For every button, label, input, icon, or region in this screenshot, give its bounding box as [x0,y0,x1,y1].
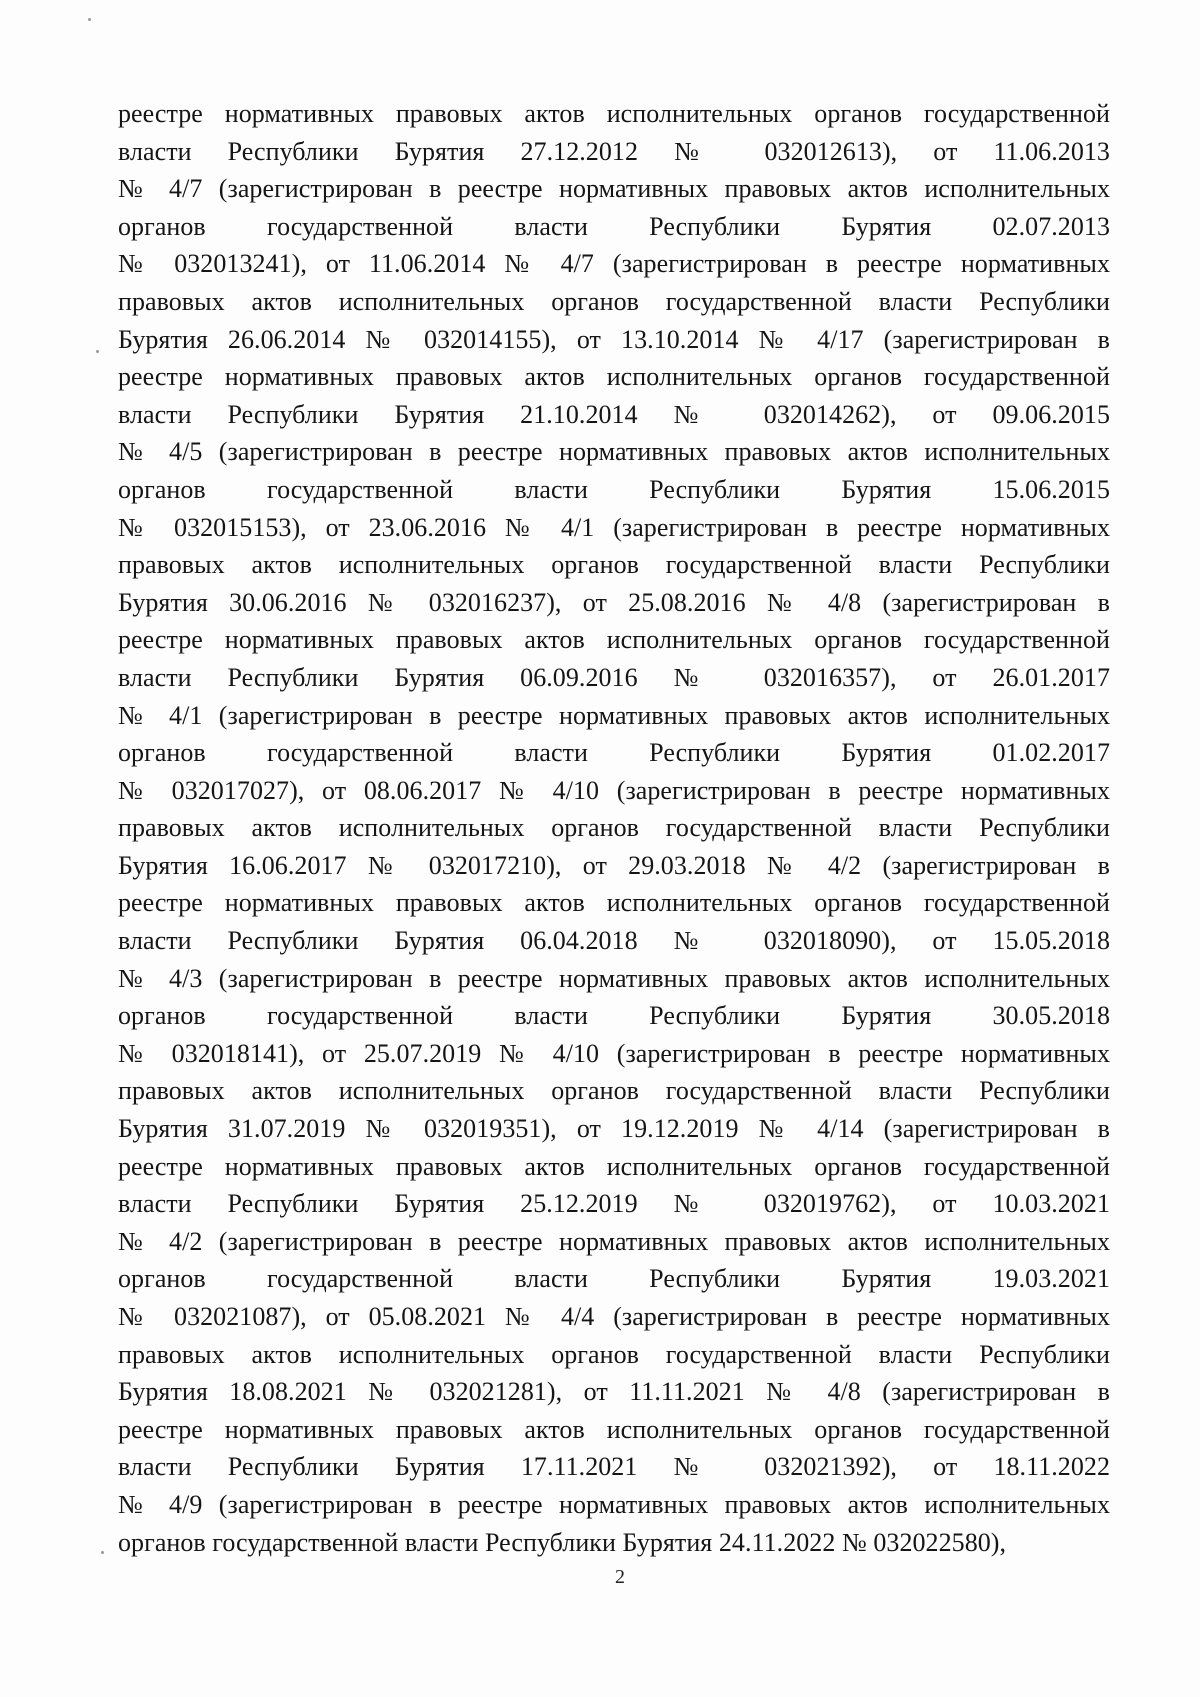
text-line: № 4/7 (зарегистрирован в реестре нормативных правовых актов исполнительных [118,174,1110,204]
text-line: правовых актов исполнительных органов государственной власти Республики [118,1339,1110,1369]
text-line: Бурятия 16.06.2017 № 032017210), от 29.03.2018 № 4/2 (зарегистрирован в [118,850,1110,880]
text-line: органов государственной власти Республики Бурятия 24.11.2022 № 032022580), [118,1527,1007,1557]
text-line: № 4/1 (зарегистрирован в реестре нормативных правовых актов исполнительных [118,700,1110,730]
text-line: органов государственной власти Республики Бурятия 02.07.2013 [118,211,1110,241]
text-line: Бурятия 26.06.2014 № 032014155), от 13.10.2014 № 4/17 (зарегистрирован в [118,324,1110,354]
document-body [118,95,1110,1561]
text-line: № 032013241), от 11.06.2014 № 4/7 (зарегистрирован в реестре нормативных [118,249,1110,279]
page-number: 2 [615,1566,625,1588]
text-line: власти Республики Бурятия 06.09.2016 № 032016357), от 26.01.2017 [118,662,1110,692]
text-line: правовых актов исполнительных органов государственной власти Республики [118,286,1110,316]
scan-speck [88,18,91,21]
text-line: реестре нормативных правовых актов исполнительных органов государственной [118,1414,1110,1444]
text-line: № 032017027), от 08.06.2017 № 4/10 (зарегистрирован в реестре нормативных [118,775,1110,805]
text-line: правовых актов исполнительных органов государственной власти Республики [118,1076,1110,1106]
text-line: власти Республики Бурятия 21.10.2014 № 032014262), от 09.06.2015 [118,399,1110,429]
text-line: реестре нормативных правовых актов исполнительных органов государственной [118,362,1110,392]
text-line: органов государственной власти Республики Бурятия 30.05.2018 [118,1001,1110,1031]
text-line: правовых актов исполнительных органов государственной власти Республики [118,550,1110,580]
text-line: органов государственной власти Республики Бурятия 01.02.2017 [118,738,1110,768]
text-line: № 4/9 (зарегистрирован в реестре нормативных правовых актов исполнительных [118,1489,1110,1519]
text-line: № 032015153), от 23.06.2016 № 4/1 (зарегистрирован в реестре нормативных [118,512,1110,542]
text-line: органов государственной власти Республики Бурятия 15.06.2015 [118,474,1110,504]
text-line: № 032018141), от 25.07.2019 № 4/10 (зарегистрирован в реестре нормативных [118,1038,1110,1068]
text-line: власти Республики Бурятия 27.12.2012 № 032012613), от 11.06.2013 [118,136,1110,166]
text-line: Бурятия 30.06.2016 № 032016237), от 25.08.2016 № 4/8 (зарегистрирован в [118,587,1110,617]
text-line: реестре нормативных правовых актов исполнительных органов государственной [118,888,1110,918]
text-line: правовых актов исполнительных органов государственной власти Республики [118,813,1110,843]
text-line: органов государственной власти Республики Бурятия 19.03.2021 [118,1264,1110,1294]
text-line: власти Республики Бурятия 17.11.2021 № 032021392), от 18.11.2022 [118,1452,1110,1482]
text-line: № 4/3 (зарегистрирован в реестре нормативных правовых актов исполнительных [118,963,1110,993]
text-line: Бурятия 31.07.2019 № 032019351), от 19.12.2019 № 4/14 (зарегистрирован в [118,1114,1110,1144]
text-line: № 4/5 (зарегистрирован в реестре нормативных правовых актов исполнительных [118,437,1110,467]
text-line: № 032021087), от 05.08.2021 № 4/4 (зарегистрирован в реестре нормативных [118,1302,1110,1331]
text-line: власти Республики Бурятия 06.04.2018 № 032018090), от 15.05.2018 [118,926,1110,956]
text-line: № 4/2 (зарегистрирован в реестре нормативных правовых актов исполнительных [118,1226,1110,1256]
text-line: реестре нормативных правовых актов исполнительных органов государственной [118,625,1110,655]
scan-speck [101,1551,104,1554]
text-line: реестре нормативных правовых актов исполнительных органов государственной [118,99,1110,128]
scan-speck [96,350,99,353]
text-line: Бурятия 18.08.2021 № 032021281), от 11.11.2021 № 4/8 (зарегистрирован в [118,1377,1110,1407]
text-line: власти Республики Бурятия 25.12.2019 № 032019762), от 10.03.2021 [118,1189,1110,1219]
text-line: реестре нормативных правовых актов исполнительных органов государственной [118,1151,1110,1181]
